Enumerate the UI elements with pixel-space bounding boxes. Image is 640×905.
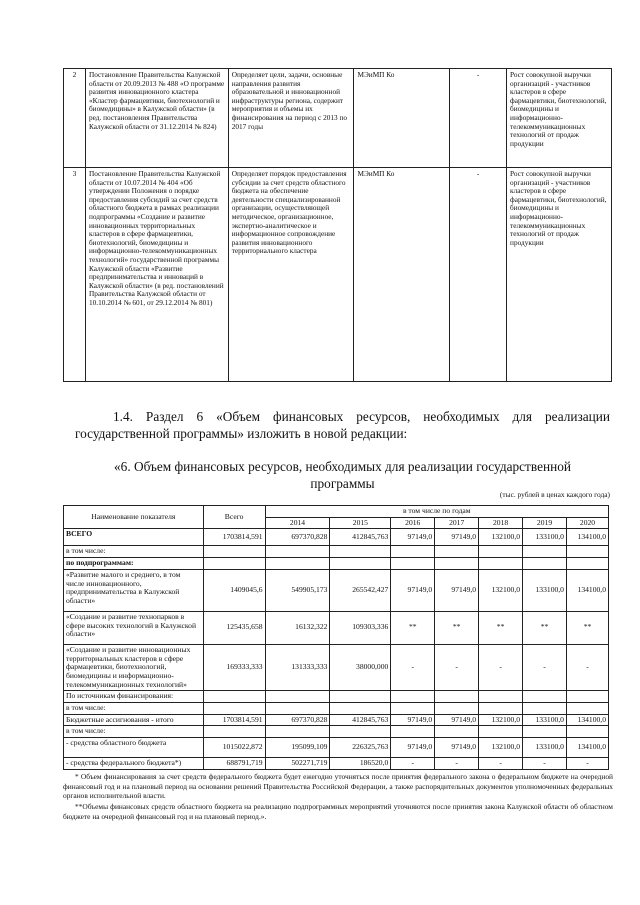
year-value-cell <box>523 546 567 558</box>
purpose-cell: Определяет цели, задачи, основные направления развития образовательной и инновационной инфраструктуры региона, содержит мероприятия и объемы их финансирования на период с 2013 по 2017 годы <box>228 69 354 168</box>
year-value-cell: 133100,0 <box>523 714 567 726</box>
table-row <box>64 546 609 558</box>
year-value-cell: ** <box>391 611 435 644</box>
col-total-header: Всего <box>203 506 265 529</box>
header-row <box>64 506 609 518</box>
year-value-cell <box>523 691 567 703</box>
section-intro: 1.4. Раздел 6 «Объем финансовых ресурсов, необходимых для реализации государственной программы» изложить в новой редакции: <box>75 409 610 441</box>
year-value-cell: 97149,0 <box>435 738 479 758</box>
dash-cell: - <box>450 69 507 168</box>
row-label: в том числе: <box>64 546 204 558</box>
indicator-cell: Рост совокупной выручки организаций - участников кластеров в сфере фармацевтики, биотехнологий, биомедицины и информационно-телекоммуникационных технологий от продаж продукции <box>507 69 612 168</box>
year-value-cell <box>265 726 330 738</box>
year-value-cell: 133100,0 <box>523 569 567 611</box>
year-value-cell <box>566 703 608 715</box>
year-value-cell: 226325,763 <box>330 738 391 758</box>
row-label: по подпрограммам: <box>64 558 204 570</box>
year-value-cell: 502271,719 <box>265 758 330 770</box>
year-value-cell: 134100,0 <box>566 569 608 611</box>
year-value-cell: - <box>391 644 435 691</box>
year-value-cell <box>391 726 435 738</box>
year-header: 2016 <box>391 517 435 529</box>
year-value-cell <box>523 703 567 715</box>
row-label: По источникам финансирования: <box>64 691 204 703</box>
year-value-cell <box>265 546 330 558</box>
year-value-cell: - <box>435 644 479 691</box>
year-value-cell: 109303,336 <box>330 611 391 644</box>
row-label: Бюджетные ассигнования - итого <box>64 714 204 726</box>
table-row <box>64 644 609 691</box>
section-heading: «6. Объем финансовых ресурсов, необходимых для реализации государственной программы <box>114 459 571 491</box>
total-cell: 1409045,6 <box>203 569 265 611</box>
year-value-cell <box>566 546 608 558</box>
year-value-cell <box>566 558 608 570</box>
year-value-cell <box>265 703 330 715</box>
year-value-cell <box>479 546 523 558</box>
year-value-cell: ** <box>523 611 567 644</box>
year-value-cell: 133100,0 <box>523 738 567 758</box>
total-cell <box>203 546 265 558</box>
year-value-cell: 133100,0 <box>523 529 567 546</box>
table-row <box>64 726 609 738</box>
year-value-cell <box>479 703 523 715</box>
year-value-cell <box>523 726 567 738</box>
row-label: ВСЕГО <box>64 529 204 546</box>
table-row <box>64 758 609 770</box>
year-value-cell <box>435 691 479 703</box>
year-header: 2017 <box>435 517 479 529</box>
table-row <box>64 69 612 168</box>
year-value-cell <box>435 703 479 715</box>
year-value-cell: 265542,427 <box>330 569 391 611</box>
col-name-header: Наименование показателя <box>64 506 204 529</box>
table-row <box>64 714 609 726</box>
year-value-cell: 134100,0 <box>566 738 608 758</box>
year-value-cell: 186520,0 <box>330 758 391 770</box>
year-value-cell <box>391 703 435 715</box>
year-value-cell: - <box>479 758 523 770</box>
year-value-cell: 97149,0 <box>435 569 479 611</box>
year-value-cell <box>479 726 523 738</box>
year-value-cell: ** <box>479 611 523 644</box>
year-value-cell: - <box>523 644 567 691</box>
year-value-cell: 97149,0 <box>435 529 479 546</box>
year-value-cell <box>391 546 435 558</box>
row-label: «Создание и развитие технопарков в сфере высоких технологий в Калужской области» <box>64 611 204 644</box>
footnote-regional: **Объемы финансовых средств областного бюджета на реализацию подпрограммных мероприятий уточняются после принятия закона Калужской области об областном бюджете на очередной финансовый год и на плановый период.». <box>63 802 613 821</box>
year-value-cell <box>479 691 523 703</box>
table-row <box>64 558 609 570</box>
table-row <box>64 168 612 382</box>
total-cell: 1703814,591 <box>203 714 265 726</box>
document-cell: Постановление Правительства Калужской области от 10.07.2014 № 404 «Об утверждении Положения о порядке предоставления субсидий за счет средств областного бюджета в рамках реализации подпрограммы «Создание и развитие инновационных территориальных кластеров в сфере фармацевтики, биотехнологий, биомедицины и информационно-телекоммуникационных технологий» государственной программы Калужской области «Развитие предпринимательства и инноваций в Калужской области» (в ред. постановлений Правительства Калужской области от 10.10.2014 № 601, от 29.12.2014 № 801) <box>85 168 228 382</box>
year-value-cell: 697370,828 <box>265 529 330 546</box>
year-value-cell: 97149,0 <box>391 569 435 611</box>
table-row <box>64 738 609 758</box>
year-value-cell: 412845,763 <box>330 714 391 726</box>
year-value-cell: ** <box>435 611 479 644</box>
total-cell <box>203 558 265 570</box>
table-row <box>64 611 609 644</box>
row-label: в том числе: <box>64 703 204 715</box>
year-value-cell: 131333,333 <box>265 644 330 691</box>
table-row <box>64 569 609 611</box>
finance-table <box>63 505 609 770</box>
footnote-federal: * Объем финансирования за счет средств федерального бюджета будет ежегодно уточняться после принятия федерального закона о федеральном бюджете на очередной финансовый год и на плановый период на основании решений Правительства Российской Федерации, а также распорядительных документов уполномоченных федеральных органов исполнительной власти. <box>63 772 613 800</box>
year-header: 2014 <box>265 517 330 529</box>
table-row <box>64 703 609 715</box>
row-number: 3 <box>64 168 86 382</box>
year-value-cell <box>566 726 608 738</box>
document-cell: Постановление Правительства Калужской области от 20.09.2013 № 488 «О программе развития инновационного кластера «Кластер фармацевтики, биотехнологий и биомедицины» в Калужской области» (в ред. постановления Правительства Калужской области от 31.12.2014 № 824) <box>85 69 228 168</box>
year-value-cell <box>265 691 330 703</box>
total-cell: 169333,333 <box>203 644 265 691</box>
row-label: - средства федерального бюджета*) <box>64 758 204 770</box>
year-value-cell: 16132,322 <box>265 611 330 644</box>
total-cell: 1703814,591 <box>203 529 265 546</box>
row-label: «Создание и развитие инновационных территориальных кластеров в сфере фармацевтики, биотехнологий, биомедицины и информационно-телекоммуникационных технологий» <box>64 644 204 691</box>
executor-cell: МЭиМП Ко <box>354 69 450 168</box>
years-group-header: в том числе по годам <box>265 506 608 518</box>
year-value-cell <box>330 691 391 703</box>
total-cell: 688791,719 <box>203 758 265 770</box>
year-value-cell: 412845,763 <box>330 529 391 546</box>
year-value-cell <box>330 558 391 570</box>
year-value-cell: 97149,0 <box>435 714 479 726</box>
year-value-cell: - <box>566 758 608 770</box>
total-cell <box>203 703 265 715</box>
year-value-cell <box>566 691 608 703</box>
row-label: «Развитие малого и среднего, в том числе инновационного, предпринимательства в Калужской области» <box>64 569 204 611</box>
year-header: 2019 <box>523 517 567 529</box>
year-value-cell: ** <box>566 611 608 644</box>
year-header: 2015 <box>330 517 391 529</box>
year-value-cell <box>523 558 567 570</box>
row-label: - средства областного бюджета <box>64 738 204 758</box>
year-value-cell <box>330 546 391 558</box>
year-value-cell: 195099,109 <box>265 738 330 758</box>
year-value-cell: 97149,0 <box>391 529 435 546</box>
year-value-cell <box>435 558 479 570</box>
row-number: 2 <box>64 69 86 168</box>
table-row <box>64 529 609 546</box>
year-value-cell <box>391 691 435 703</box>
executor-cell: МЭиМП Ко <box>354 168 450 382</box>
programs-table <box>63 68 612 382</box>
year-header: 2020 <box>566 517 608 529</box>
units-note: (тыс. рублей в ценах каждого года) <box>499 490 610 499</box>
year-header: 2018 <box>479 517 523 529</box>
total-cell: 125435,658 <box>203 611 265 644</box>
year-value-cell: 132100,0 <box>479 714 523 726</box>
year-value-cell: 97149,0 <box>391 714 435 726</box>
table-row <box>64 691 609 703</box>
year-value-cell <box>435 726 479 738</box>
dash-cell: - <box>450 168 507 382</box>
year-value-cell: 97149,0 <box>391 738 435 758</box>
year-value-cell: 697370,828 <box>265 714 330 726</box>
total-cell <box>203 691 265 703</box>
year-value-cell: - <box>566 644 608 691</box>
total-cell <box>203 726 265 738</box>
total-cell: 1015022,872 <box>203 738 265 758</box>
year-value-cell: - <box>391 758 435 770</box>
year-value-cell: 132100,0 <box>479 569 523 611</box>
year-value-cell <box>391 558 435 570</box>
year-value-cell: - <box>523 758 567 770</box>
year-value-cell <box>479 558 523 570</box>
row-label: в том числе: <box>64 726 204 738</box>
year-value-cell: 38000,000 <box>330 644 391 691</box>
year-value-cell <box>330 726 391 738</box>
year-value-cell <box>435 546 479 558</box>
year-value-cell: 134100,0 <box>566 714 608 726</box>
year-value-cell: - <box>479 644 523 691</box>
year-value-cell <box>330 703 391 715</box>
year-value-cell: - <box>435 758 479 770</box>
year-value-cell: 549905,173 <box>265 569 330 611</box>
year-value-cell: 132100,0 <box>479 738 523 758</box>
indicator-cell: Рост совокупной выручки организаций - участников кластеров в сфере фармацевтики, биотехнологий, биомедицины и информационно-телекоммуникационных технологий от продаж продукции <box>507 168 612 382</box>
purpose-cell: Определяет порядок предоставления субсидии за счет средств областного бюджета на обеспечение деятельности специализированной организации, осуществляющей методическое, организационное, экспертно-аналитическое и информационное сопровождение развития инновационного территориального кластера <box>228 168 354 382</box>
year-value-cell: 134100,0 <box>566 529 608 546</box>
year-value-cell <box>265 558 330 570</box>
year-value-cell: 132100,0 <box>479 529 523 546</box>
